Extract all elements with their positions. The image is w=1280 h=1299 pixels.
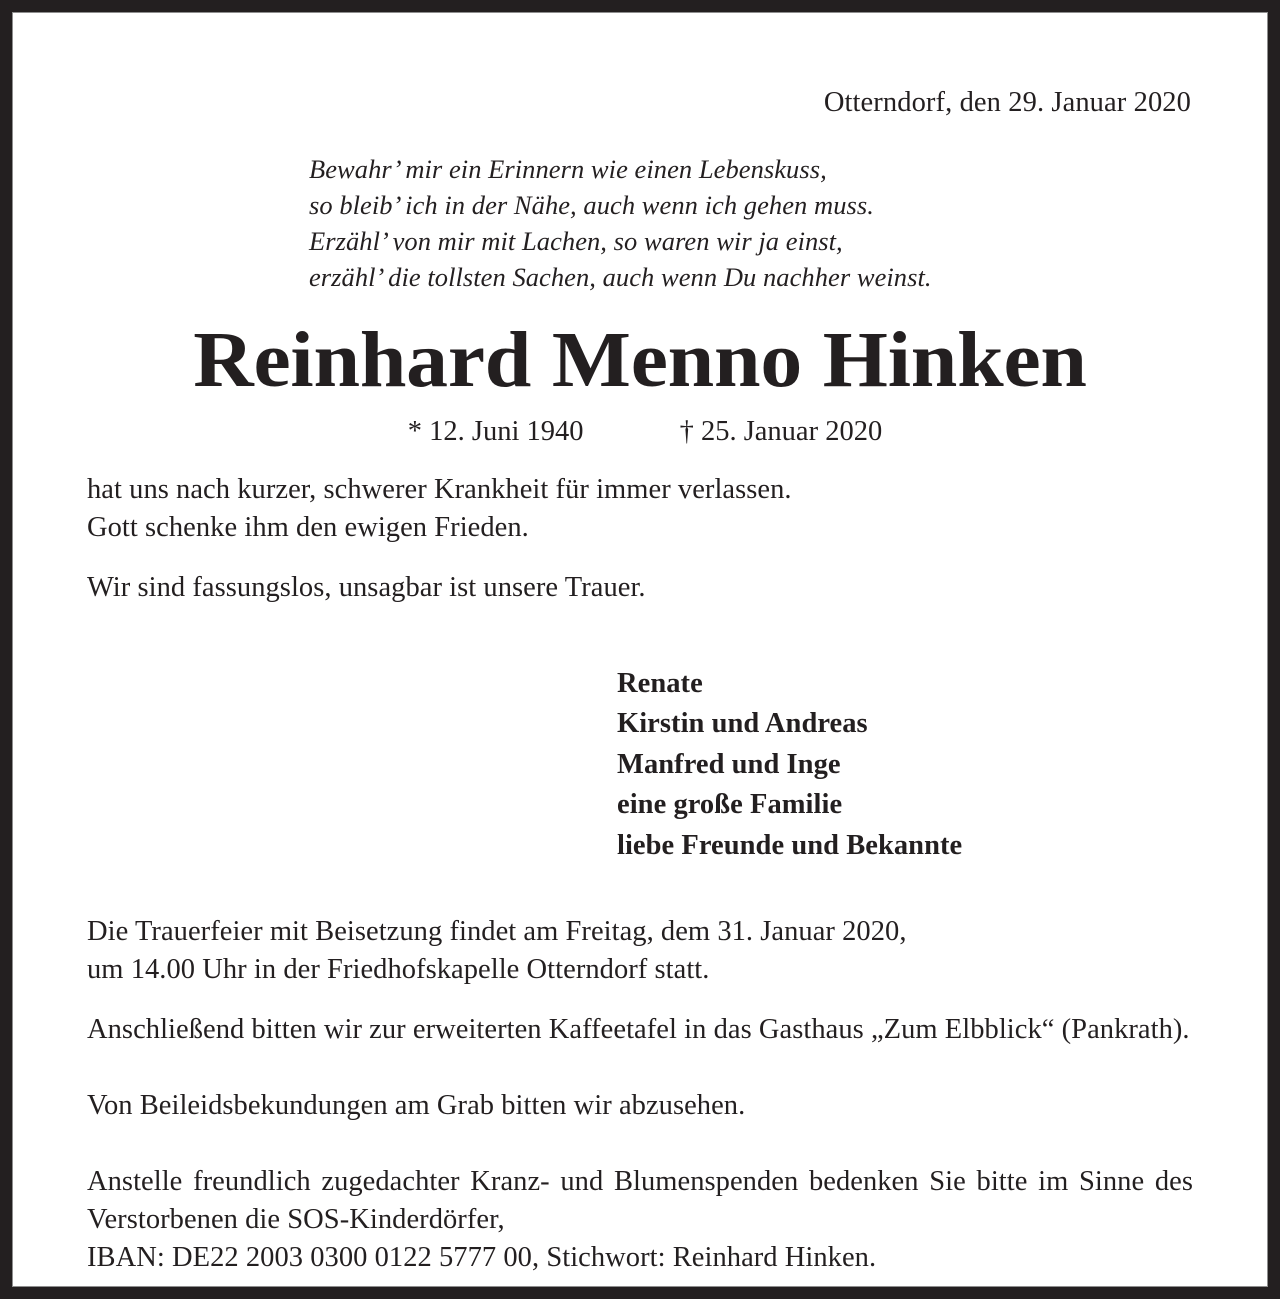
memorial-verse (87, 151, 1193, 295)
inner-rule (12, 12, 1268, 1287)
service-line-2: um 14.00 Uhr in der Friedhofskapelle Otterndorf statt. (87, 954, 710, 986)
survivor-item: eine große Familie (617, 789, 843, 821)
verse-line-4: erzähl’ die tollsten Sachen, auch wenn Du nachher weinst. (309, 261, 932, 292)
birth-date: * 12. Juni 1940 (407, 415, 584, 447)
donation-request: Anstelle freundlich zugedachter Kranz- und Blumenspenden bedenken Sie bitte im Sinne des Verstorbenen die SOS-Kinderdörfer, (87, 1166, 1193, 1236)
survivor-item: Manfred und Inge (617, 748, 841, 780)
survivor-item: Renate (617, 667, 703, 699)
reception-details: Anschließend bitten wir zur erweiterten Kaffeetafel in das Gasthaus „Zum Elbblick“ (Pankrath). (87, 1013, 1190, 1045)
service-line-1: Die Trauerfeier mit Beisetzung findet am Freitag, dem 31. Januar 2020, (87, 916, 907, 948)
survivor-item: liebe Freunde und Bekannte (617, 829, 963, 861)
condolences-note: Von Beileidsbekundungen am Grab bitten wir abzusehen. (87, 1089, 746, 1121)
passing-statement (87, 471, 1193, 608)
verse-line-2: so bleib’ ich in der Nähe, auch wenn ich gehen muss. (309, 189, 874, 220)
obituary-notice (13, 13, 1267, 1286)
verse-line-1: Bewahr’ mir ein Erinnern wie einen Lebenskuss, (309, 153, 827, 184)
verse-line-3: Erzähl’ von mir mit Lachen, so waren wir ja einst, (309, 225, 843, 256)
passing-paragraph (87, 471, 1193, 549)
survivor-item: Kirstin und Andreas (617, 708, 868, 740)
notice-column (87, 13, 1193, 1278)
service-details (87, 913, 1193, 989)
funeral-arrangements (87, 913, 1193, 1277)
donation-bank-details: IBAN: DE22 2003 0300 0122 5777 00, Stichwort: Reinhard Hinken. (87, 1242, 877, 1274)
passing-line-2: Gott schenke ihm den ewigen Frieden. (87, 512, 529, 544)
passing-line-1: hat uns nach kurzer, schwerer Krankheit für immer verlassen. (87, 473, 792, 505)
grief-paragraph: Wir sind fassungslos, unsagbar ist unsere Trauer. (87, 572, 646, 604)
survivors-list (87, 664, 1193, 866)
life-dates (87, 416, 1193, 449)
place-date-line: Otterndorf, den 29. Januar 2020 (823, 87, 1191, 118)
deceased-name: Reinhard Menno Hinken (193, 316, 1087, 404)
death-date: † 25. Januar 2020 (679, 415, 883, 447)
